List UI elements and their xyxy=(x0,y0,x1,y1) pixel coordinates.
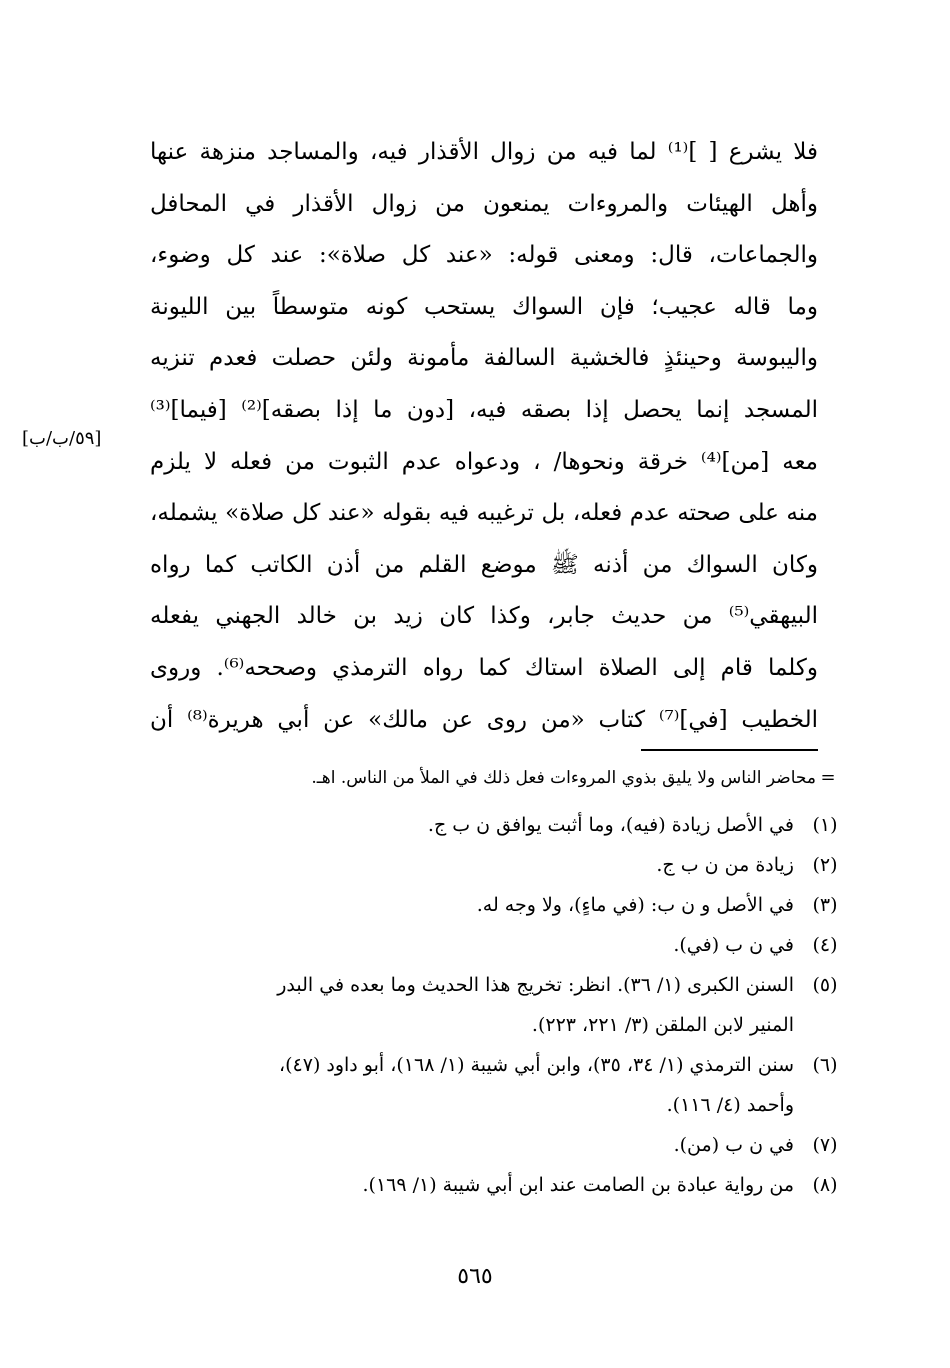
main-text-line: وكان السواك من أذنه ﷺ موضع القلم من أذن الكاتب كما رواه xyxy=(150,551,818,578)
footnote-number: (٧) xyxy=(812,1134,838,1156)
footnote-number: (١) xyxy=(812,814,838,836)
main-text-line: وكلما قام إلى الصلاة استاك كما رواه الترمذي وصححه⁽⁶⁾. وروى xyxy=(150,654,818,681)
manuscript-folio-marker: [٥٩/ب/ب] xyxy=(22,428,102,449)
footnote-item xyxy=(150,965,850,1045)
footnote-text: من رواية عبادة بن الصامت عند ابن أبي شيبة (١/ ١٦٩). xyxy=(362,1174,794,1196)
main-text-line: الخطيب [في]⁽⁷⁾ كتاب «من روى عن مالك» عن أبي هريرة⁽⁸⁾ أن xyxy=(150,706,818,733)
page-number: ٥٦٥ xyxy=(457,1264,493,1289)
footnote-item xyxy=(150,805,850,845)
footnote-item xyxy=(150,1125,850,1165)
main-text-line: منه على صحته عدم فعله، بل ترغيبه فيه بقوله «عند كل صلاة» يشمله، xyxy=(150,500,818,527)
footnote-continued-text: محاضر الناس ولا يليق بذوي المروءات فعل ذلك في الملأ من الناس. اهـ. xyxy=(311,768,816,788)
footnote-text: زيادة من ن ب ج. xyxy=(656,854,794,876)
footnote-continued-marker: = xyxy=(820,767,836,788)
main-text-line: واليبوسة وحينئذٍ فالخشية السالفة مأمونة ولئن حصلت فعدم تنزيه xyxy=(150,345,818,372)
footnote-item xyxy=(150,1045,850,1125)
footnote-number: (٥) xyxy=(812,974,838,996)
main-text-line: والجماعات، قال: ومعنى قوله: «عند كل صلاة»: عند كل وضوء، xyxy=(150,242,818,269)
footnote-text: في الأصل و ن ب: (في ماءٍ)، ولا وجه له. xyxy=(476,894,794,916)
footnote-text: سنن الترمذي (١/ ٣٤، ٣٥)، وابن أبي شيبة (١/ ١٦٨)، أبو داود (٤٧)، xyxy=(278,1054,794,1076)
footnote-text: السنن الكبرى (١/ ٣٦). انظر: تخريج هذا الحديث وما بعده في البدر xyxy=(277,974,794,996)
footnote-text: في ن ب (في). xyxy=(673,934,794,956)
main-text-line: معه [من]⁽⁴⁾ خرقة ونحوها/ ، ودعواه عدم الثبوت من فعله لا يلزم xyxy=(150,448,818,475)
main-text-line: وأهل الهيئات والمروءات يمنعون من زوال الأقذار في المحافل xyxy=(150,190,818,217)
footnote-item xyxy=(150,845,850,885)
footnote-item xyxy=(150,925,850,965)
main-text-line: وما قاله عجيب؛ فإن السواك يستحب كونه متوسطاً بين الليونة xyxy=(150,293,818,320)
footnote-list xyxy=(150,805,850,1205)
footnote-item xyxy=(150,1165,850,1205)
footnote-text: في ن ب (من). xyxy=(673,1134,794,1156)
footnote-number: (٢) xyxy=(812,854,838,876)
main-text-line: البيهقي⁽⁵⁾ من حديث جابر، وكذا كان زيد بن خالد الجهني يفعله xyxy=(150,603,818,630)
main-text-line: المسجد إنما يحصل إذا بصقه فيه، [دون ما إذا بصقه]⁽²⁾ [فيما]⁽³⁾ xyxy=(150,396,818,423)
footnote-number: (٣) xyxy=(812,894,838,916)
footnote-separator xyxy=(641,749,818,751)
main-text-line: فلا يشرع [ ]⁽¹⁾ لما فيه من زوال الأقذار فيه، والمساجد منزهة عنها xyxy=(150,139,818,165)
footnote-text: وأحمد (٤/ ١١٦). xyxy=(666,1094,794,1116)
footnote-item xyxy=(150,885,850,925)
footnote-text: في الأصل زيادة (فيه)، وما أثبت يوافق ن ب ج. xyxy=(427,814,794,836)
main-text-block xyxy=(150,127,818,746)
footnote-text: المنير لابن الملقن (٣/ ٢٢١، ٢٢٣). xyxy=(531,1014,794,1036)
footnote-number: (٨) xyxy=(812,1174,838,1196)
footnote-number: (٦) xyxy=(812,1054,838,1076)
footnote-number: (٤) xyxy=(812,934,838,956)
